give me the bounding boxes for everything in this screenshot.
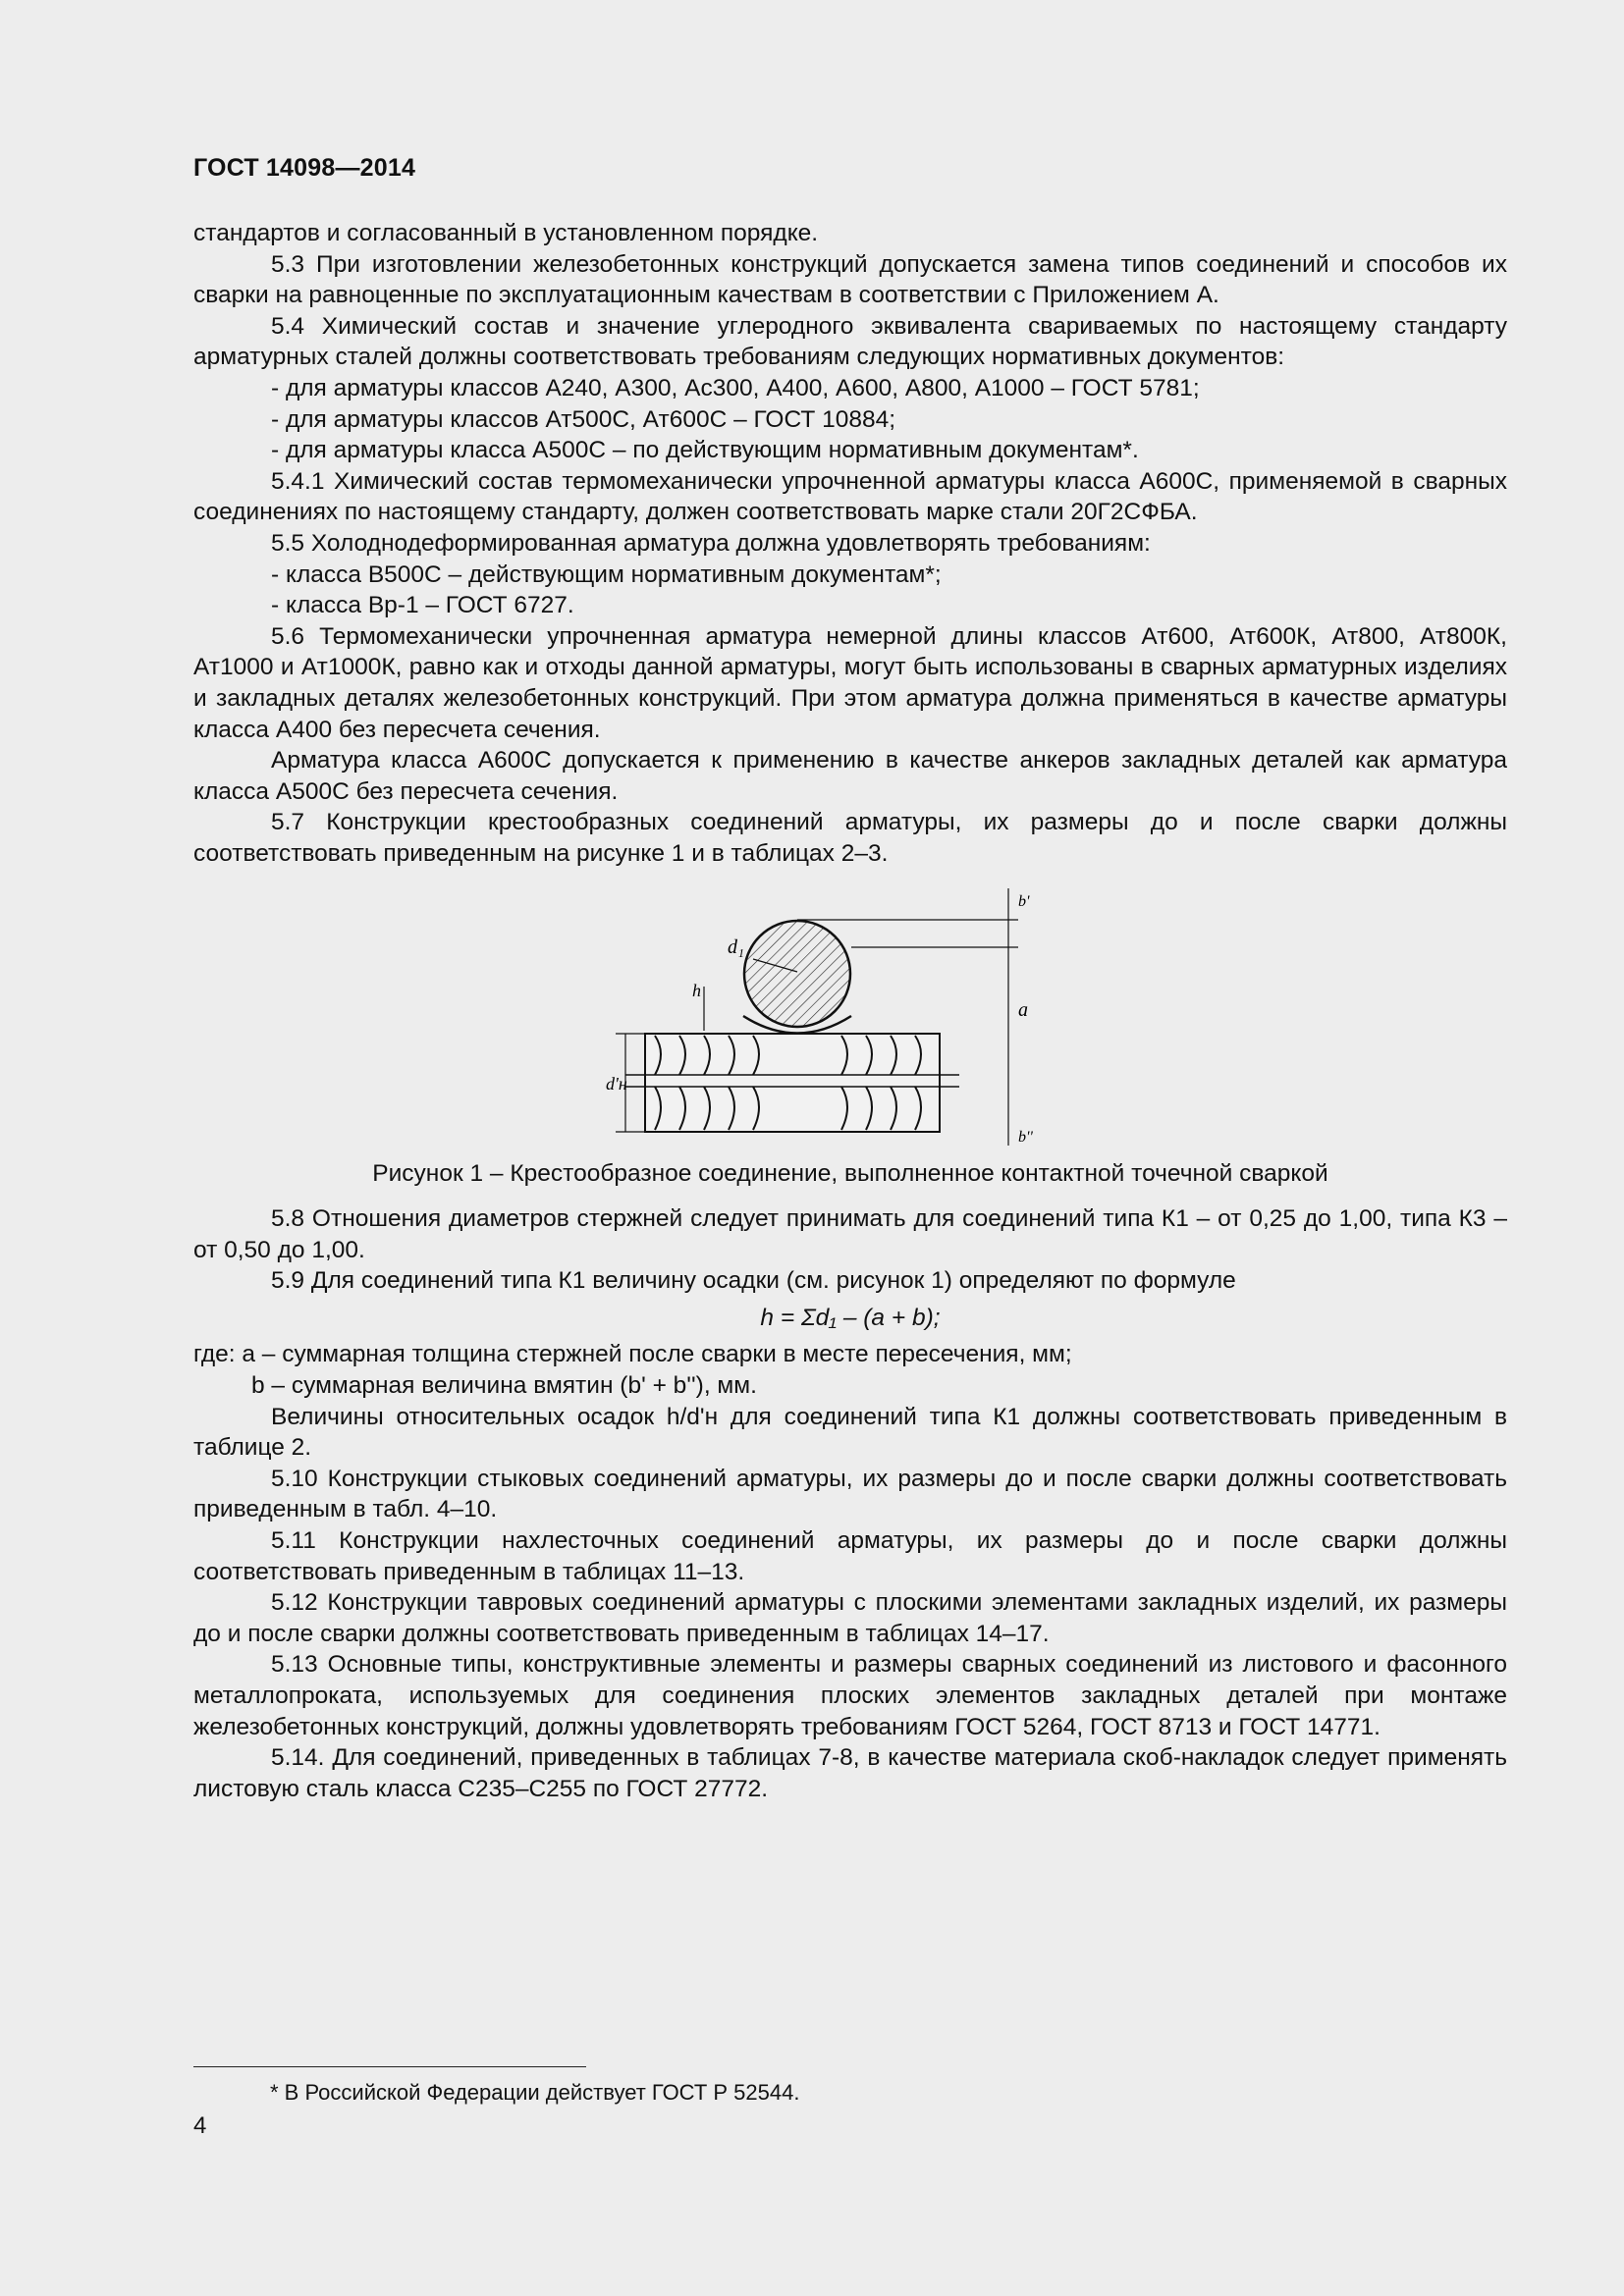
formula: h = Σd₁ – (a + b); — [760, 1304, 941, 1331]
paragraph: 5.12 Конструкции тавровых соединений арматуры с плоскими элементами закладных изделий, их размеры до и после сварки должны соответствовать приведенным в таблицах 14–17. — [193, 1589, 1507, 1647]
list-item: - для арматуры классов А240, А300, Ас300, А400, А600, А800, А1000 – ГОСТ 5781; — [271, 374, 1200, 401]
label-d1: d₁ — [728, 936, 744, 959]
document-body — [193, 218, 1507, 1804]
document-header: ГОСТ 14098—2014 — [193, 154, 416, 182]
list-item: - для арматуры классов Ат500С, Ат600С – ГОСТ 10884; — [271, 405, 896, 433]
formula-legend-a: где: a – суммарная толщина стержней после сварки в месте пересечения, мм; — [193, 1341, 1072, 1368]
figure-1 — [193, 869, 1507, 1158]
paragraph: 5.7 Конструкции крестообразных соединений арматуры, их размеры до и после сварки должны соответствовать приведенным на рисунке 1 и в таблицах 2–3. — [193, 809, 1507, 867]
label-b2: b'' — [1018, 1129, 1033, 1147]
cross-joint-diagram — [606, 879, 1116, 1153]
paragraph: 5.4 Химический состав и значение углеродного эквивалента свариваемых по настоящему стандарту арматурных сталей должны соответствовать требованиям следующих нормативных документов: — [193, 312, 1507, 371]
list-item: - класса В500С – действующим нормативным документам*; — [271, 561, 942, 588]
figure-caption: Рисунок 1 – Крестообразное соединение, выполненное контактной точечной сваркой — [372, 1160, 1328, 1188]
paragraph: Величины относительных осадок h/d'н для соединений типа К1 должны соответствовать приведенным в таблице 2. — [193, 1403, 1507, 1462]
list-item: - для арматуры класса А500С – по действующим нормативным документам*. — [271, 437, 1139, 464]
paragraph: 5.11 Конструкции нахлесточных соединений арматуры, их размеры до и после сварки должны соответствовать приведенным в таблицах 11–13. — [193, 1527, 1507, 1585]
paragraph: 5.4.1 Химический состав термомеханически упрочненной арматуры класса А600С, применяемой в сварных соединениях по настоящему стандарту, должен соответствовать марке стали 20Г2СФБА. — [193, 467, 1507, 526]
label-h: h — [692, 981, 701, 1001]
paragraph: 5.5 Холоднодеформированная арматура должна удовлетворять требованиям: — [271, 529, 1151, 557]
label-a: a — [1018, 999, 1028, 1022]
paragraph: стандартов и согласованный в установленном порядке. — [193, 220, 819, 246]
footnote: * В Российской Федерации действует ГОСТ Р 52544. — [270, 2080, 800, 2105]
formula-legend-b: b – суммарная величина вмятин (b' + b''), мм. — [251, 1372, 757, 1400]
list-item: - класса Вр-1 – ГОСТ 6727. — [271, 592, 574, 619]
paragraph: 5.3 При изготовлении железобетонных конструкций допускается замена типов соединений и способов их сварки на равноценные по эксплуатационным качествам в соответствии с Приложением А. — [193, 250, 1507, 309]
footnote-divider — [193, 2066, 586, 2067]
label-b1: b' — [1018, 893, 1030, 911]
label-dn: d'н — [606, 1074, 627, 1095]
paragraph: 5.6 Термомеханически упрочненная арматура немерной длины классов Ат600, Ат600К, Ат800, Ат800К, Ат1000 и Ат1000К, равно как и отходы данной арматуры, могут быть использованы в сварных арматурных изделиях и закладных деталях железобетонных конструкций. При этом арматура должна применяться в качестве арматуры класса А400 без пересчета сечения. — [193, 622, 1507, 743]
paragraph: 5.14. Для соединений, приведенных в таблицах 7-8, в качестве материала скоб-накладок следует применять листовую сталь класса С235–С255 по ГОСТ 27772. — [193, 1744, 1507, 1802]
paragraph: 5.8 Отношения диаметров стержней следует принимать для соединений типа К1 – от 0,25 до 1,00, типа К3 – от 0,50 до 1,00. — [193, 1205, 1507, 1263]
upper-bar-section — [744, 921, 850, 1027]
paragraph: 5.9 Для соединений типа К1 величину осадки (см. рисунок 1) определяют по формуле — [271, 1267, 1236, 1295]
paragraph: 5.13 Основные типы, конструктивные элементы и размеры сварных соединений из листового и фасонного металлопроката, используемых для соединения плоских элементов закладных деталей при монтаже железобетонных конструкций, должны удовлетворять требованиям ГОСТ 5264, ГОСТ 8713 и ГОСТ 14771. — [193, 1651, 1507, 1740]
paragraph: 5.10 Конструкции стыковых соединений арматуры, их размеры до и после сварки должны соответствовать приведенным в табл. 4–10. — [193, 1465, 1507, 1523]
paragraph: Арматура класса А600С допускается к применению в качестве анкеров закладных деталей как арматура класса А500С без пересчета сечения. — [193, 747, 1507, 805]
page-number: 4 — [193, 2112, 207, 2139]
